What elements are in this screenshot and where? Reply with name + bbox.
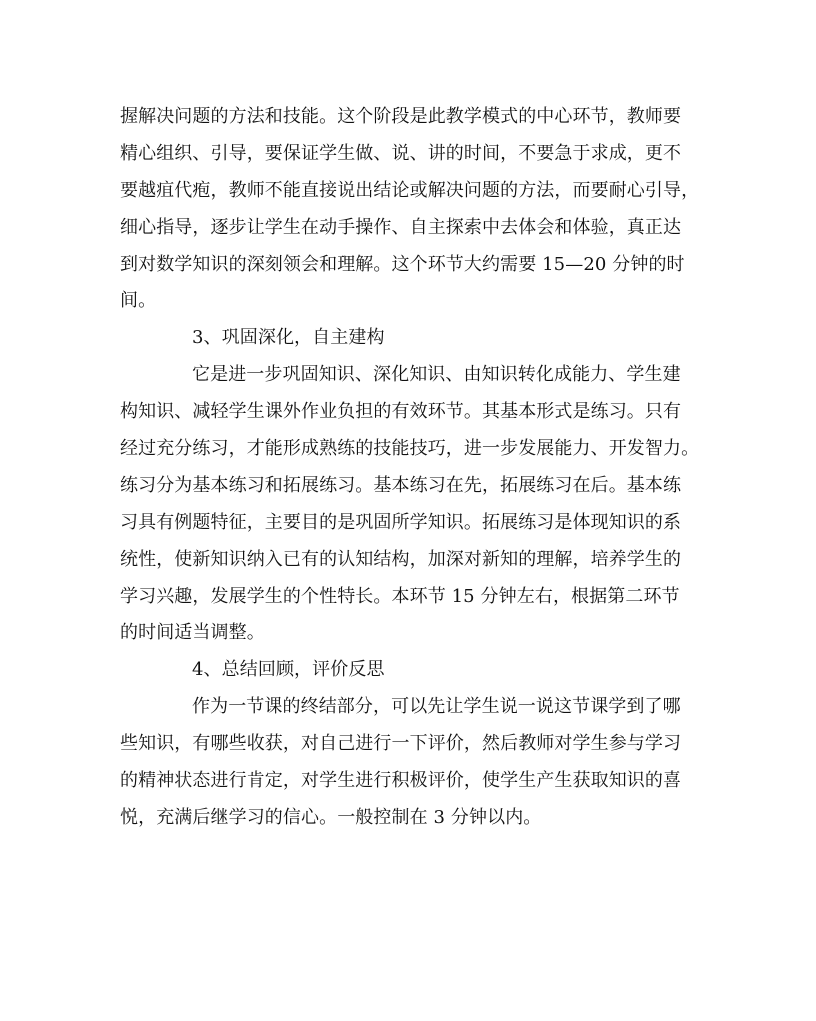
text-line: 握解决问题的方法和技能。这个阶段是此教学模式的中心环节，教师要 <box>120 106 682 127</box>
section-heading: 3、巩固深化，自主建构 <box>192 327 385 349</box>
text-line: 些知识，有哪些收获，对自己进行一下评价，然后教师对学生参与学习 <box>120 733 682 755</box>
text-line: 习具有例题特征，主要目的是巩固所学知识。拓展练习是体现知识的系 <box>120 511 682 533</box>
text-line: 统性，使新知识纳入已有的认知结构，加深对新知的理解，培养学生的 <box>120 548 682 570</box>
text-line: 作为一节课的终结部分，可以先让学生说一说这节课学到了哪 <box>192 696 681 718</box>
text-line: 学习兴趣，发展学生的个性特长。本环节 15 分钟左右，根据第二环节 <box>120 585 680 607</box>
text-line: 精心组织、引导，要保证学生做、说、讲的时间，不要急于求成，更不 <box>120 142 682 164</box>
text-line: 经过充分练习，才能形成熟练的技能技巧，进一步发展能力、开发智力。 <box>120 438 700 460</box>
text-line: 到对数学知识的深刻领会和理解。这个环节大约需要 15—20 分钟的时 <box>120 253 685 275</box>
text-line: 的精神状态进行肯定，对学生进行积极评价，使学生产生获取知识的喜 <box>120 770 682 792</box>
text-line: 悦，充满后继学习的信心。一般控制在 3 分钟以内。 <box>120 806 542 828</box>
section-heading: 4、总结回顾，评价反思 <box>192 659 385 681</box>
body-text <box>120 99 700 837</box>
text-line: 练习分为基本练习和拓展练习。基本练习在先，拓展练习在后。基本练 <box>120 474 682 496</box>
text-line: 构知识、减轻学生课外作业负担的有效环节。其基本形式是练习。只有 <box>120 401 682 423</box>
text-line: 细心指导，逐步让学生在动手操作、自主探索中去体会和体验，真正达 <box>120 216 682 238</box>
text-line: 它是进一步巩固知识、深化知识、由知识转化成能力、学生建 <box>192 364 681 386</box>
text-line: 的时间适当调整。 <box>120 622 265 644</box>
text-line: 间。 <box>120 290 157 312</box>
text-line: 要越疽代疱，教师不能直接说出结论或解决问题的方法，而要耐心引导， <box>120 179 700 201</box>
